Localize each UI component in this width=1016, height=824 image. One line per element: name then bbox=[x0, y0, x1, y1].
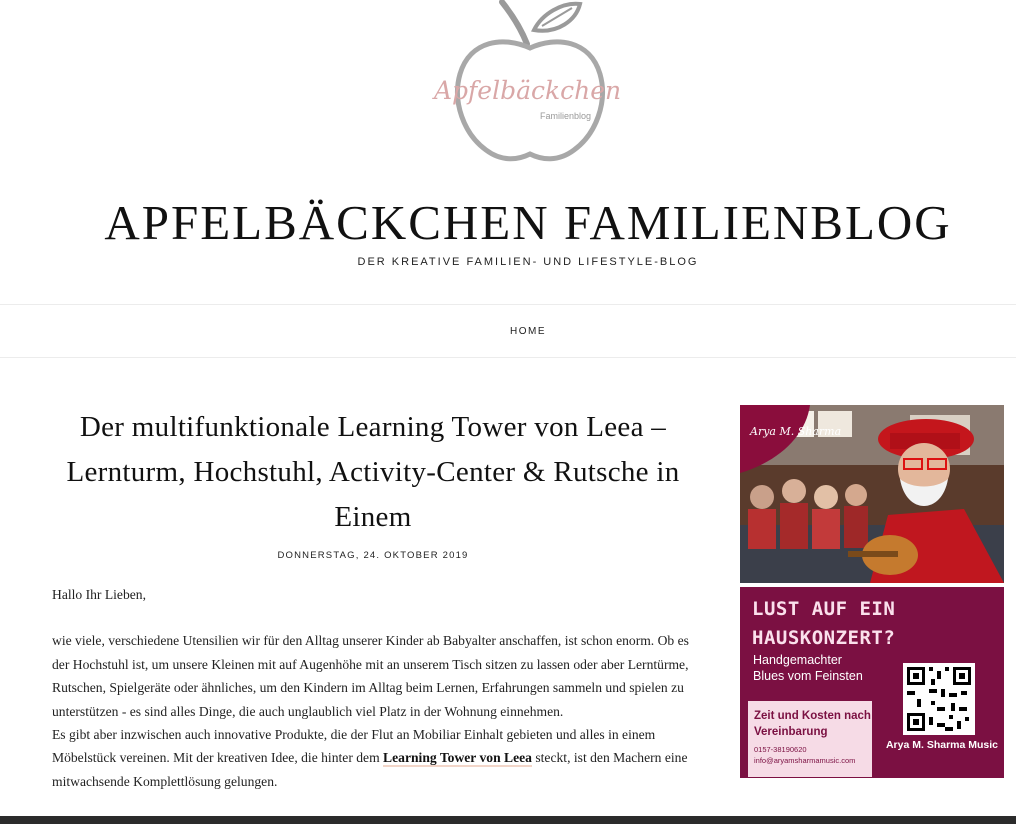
qr-code-icon bbox=[903, 663, 975, 735]
ad-phone: 0157-38190620 bbox=[754, 745, 807, 754]
ad-subtitle-line: Blues vom Feinsten bbox=[753, 669, 863, 683]
ad-pricing-line: Vereinbarung bbox=[754, 726, 828, 738]
main-navigation bbox=[0, 304, 1016, 358]
ad-photo-image bbox=[740, 405, 1004, 583]
paragraph-text: steckt, ist den Machern eine mitwachsende Komplettlösung gelungen. bbox=[52, 750, 688, 789]
ad-signature: Arya M. Sharma bbox=[750, 425, 842, 438]
ad-headline bbox=[752, 595, 895, 653]
post-title[interactable]: Der multifunktionale Learning Tower von Leea – Lernturm, Hochstuhl, Activity-Center & Rutsche in Einem bbox=[66, 411, 680, 533]
ad-contact bbox=[754, 744, 855, 766]
site-title[interactable]: APFELBÄCKCHEN FAMILIENBLOG bbox=[104, 195, 952, 250]
bottom-bar bbox=[0, 816, 1016, 824]
logo-script-text: Apfelbäckchen bbox=[434, 76, 622, 105]
ad-headline-line: HAUSKONZERT? bbox=[752, 627, 896, 649]
nav-item-home[interactable]: HOME bbox=[510, 325, 546, 337]
site-logo[interactable] bbox=[430, 0, 630, 170]
ad-headline-line: LUST AUF EIN bbox=[752, 598, 896, 620]
paragraph-text: Es gibt aber inzwischen auch innovative Produkte, die der Flut an Mobiliar Einhalt gebieten und alles in einem Möbelstück vereinen. Mit der kreativen Idee, die hinter dem bbox=[52, 727, 656, 766]
site-tagline: DER KREATIVE FAMILIEN- UND LIFESTYLE-BLOG bbox=[357, 256, 699, 268]
learning-tower-link[interactable]: Learning Tower von Leea bbox=[383, 750, 532, 766]
ad-subtitle-line: Handgemachter bbox=[753, 653, 842, 667]
ad-brand-name: Arya M. Sharma Music bbox=[885, 739, 999, 751]
blog-post bbox=[52, 405, 694, 793]
post-paragraph: wie viele, verschiedene Utensilien wir für den Alltag unserer Kinder ab Babyalter anschaffen, ist schon enorm. Ob es der Hochstuhl ist, um unsere Kleinen mit auf Augenhöhe mit an unserem Tisch sitzen zu lassen oder aber Lerntürme, Rutschen, Spielgeräte oder ähnliches, um den Kindern im Alltag beim Lernen, Erfahrungen sammeln und spielen zu unterstützen - es sind alles Dinge, die auch unglaublich viel Platz in der Wohnung einnehmen. bbox=[52, 633, 689, 719]
ad-subtitle bbox=[753, 652, 863, 684]
post-date: DONNERSTAG, 24. OKTOBER 2019 bbox=[277, 550, 469, 561]
post-paragraph bbox=[52, 723, 694, 793]
ad-email: info@aryamsharmamusic.com bbox=[754, 756, 856, 765]
ad-info-box bbox=[748, 701, 872, 777]
ad-pricing-line: Zeit und Kosten nach bbox=[754, 710, 871, 722]
sidebar-ad-banner[interactable] bbox=[740, 405, 1004, 778]
post-body bbox=[52, 583, 694, 793]
ad-pricing-text bbox=[754, 708, 871, 740]
post-greeting: Hallo Ihr Lieben, bbox=[52, 587, 146, 602]
logo-sub-text: Familienblog bbox=[540, 111, 592, 121]
ad-content bbox=[740, 587, 1004, 778]
